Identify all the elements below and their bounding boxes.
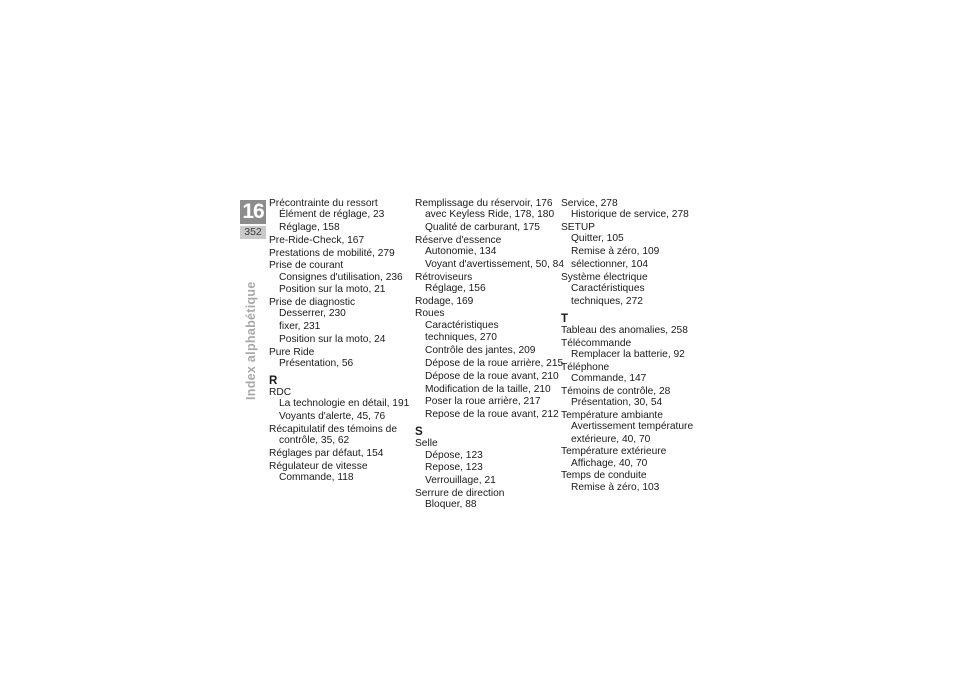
index-entry-heading: Récapitulatif des témoins de bbox=[269, 423, 397, 435]
index-entry-heading: Remplissage du réservoir, 176 bbox=[415, 198, 553, 209]
index-entry bbox=[269, 198, 419, 233]
index-subentry: Bloquer, 88 bbox=[425, 499, 477, 511]
index-entry bbox=[561, 338, 711, 360]
index-entry bbox=[561, 198, 711, 220]
index-subentry: Contrôle des jantes, 209 bbox=[425, 345, 536, 357]
index-entry-heading: Téléphone bbox=[561, 361, 610, 373]
index-entry-heading: Prestations de mobilité, 279 bbox=[269, 247, 395, 259]
index-subentry: Modification de la taille, 210 bbox=[425, 383, 551, 395]
index-entry-heading: Tableau des anomalies, 258 bbox=[561, 324, 688, 336]
index-entry-heading: Pre-Ride-Check, 167 bbox=[269, 234, 365, 246]
index-entry bbox=[415, 488, 565, 510]
index-column-3 bbox=[561, 198, 711, 494]
index-subentry: Position sur la moto, 21 bbox=[279, 284, 386, 296]
index-entry bbox=[561, 470, 711, 492]
index-entry bbox=[269, 297, 419, 345]
index-subentry: fixer, 231 bbox=[279, 321, 321, 333]
index-subentry: Qualité de carburant, 175 bbox=[425, 222, 540, 233]
chapter-number: 16 bbox=[240, 200, 266, 224]
index-entry bbox=[561, 272, 711, 307]
index-column-2 bbox=[415, 198, 565, 512]
index-entry bbox=[269, 461, 419, 483]
index-entry-heading: Serrure de direction bbox=[415, 487, 505, 499]
index-entry-heading: Température ambiante bbox=[561, 409, 663, 421]
index-subentry: techniques, 270 bbox=[425, 332, 497, 344]
index-subentry: Réglage, 156 bbox=[425, 282, 486, 294]
index-subentry: Dépose, 123 bbox=[425, 449, 483, 461]
index-entry bbox=[269, 260, 419, 295]
index-entry-heading: Système électrique bbox=[561, 271, 648, 283]
index-entry-heading: Pure Ride bbox=[269, 346, 315, 358]
index-letter: S bbox=[415, 426, 423, 439]
index-entry-heading: Temps de conduite bbox=[561, 470, 647, 482]
index-subentry: Caractéristiques bbox=[571, 282, 645, 294]
index-entry bbox=[415, 438, 565, 486]
index-subentry: Présentation, 30, 54 bbox=[571, 396, 663, 408]
index-entry-heading: Rodage, 169 bbox=[415, 295, 474, 307]
index-subentry: Réglage, 158 bbox=[279, 222, 340, 233]
index-subentry: Avertissement température bbox=[571, 420, 694, 432]
index-entry-heading: Régulateur de vitesse bbox=[269, 460, 368, 472]
index-entry-heading: Température extérieure bbox=[561, 446, 667, 458]
index-entry bbox=[561, 362, 711, 384]
page-number: 352 bbox=[240, 226, 266, 239]
index-subentry: La technologie en détail, 191 bbox=[279, 398, 410, 410]
index-subentry: Dépose de la roue arrière, 215 bbox=[425, 357, 564, 369]
index-entry-heading: Service, 278 bbox=[561, 198, 618, 209]
index-subentry: avec Keyless Ride, 178, 180 bbox=[425, 209, 555, 221]
index-entry-heading: RDC bbox=[269, 387, 292, 399]
index-letter: T bbox=[561, 312, 569, 325]
index-entry-heading: Prise de diagnostic bbox=[269, 297, 356, 309]
index-subentry: Dépose de la roue avant, 210 bbox=[425, 370, 559, 382]
index-entry bbox=[269, 235, 419, 246]
index-entry bbox=[269, 448, 419, 459]
index-entry-heading: Prise de courant bbox=[269, 260, 344, 272]
index-subentry: Affichage, 40, 70 bbox=[571, 457, 648, 469]
index-subentry: Repose, 123 bbox=[425, 462, 483, 474]
index-entry-heading: Rétroviseurs bbox=[415, 271, 473, 283]
index-letter: R bbox=[269, 375, 278, 388]
index-subentry: Desserrer, 230 bbox=[279, 308, 346, 320]
index-entry bbox=[561, 386, 711, 408]
index-subentry: Commande, 147 bbox=[571, 372, 647, 384]
index-entry-heading: Selle bbox=[415, 438, 438, 450]
index-subentry: Commande, 118 bbox=[279, 471, 354, 483]
index-entry bbox=[415, 296, 565, 307]
index-subentry: Élément de réglage, 23 bbox=[279, 209, 385, 221]
index-entry bbox=[415, 235, 565, 270]
index-subentry: Caractéristiques bbox=[425, 319, 499, 331]
index-entry bbox=[269, 347, 419, 369]
index-subentry: Historique de service, 278 bbox=[571, 209, 689, 221]
index-subentry: extérieure, 40, 70 bbox=[571, 433, 651, 445]
index-entry bbox=[561, 410, 711, 445]
index-subentry: Repose de la roue avant, 212 bbox=[425, 409, 559, 421]
index-subentry: Remplacer la batterie, 92 bbox=[571, 348, 685, 360]
index-entry-heading: Précontrainte du ressort bbox=[269, 198, 378, 209]
index-subentry: Voyants d'alerte, 45, 76 bbox=[279, 411, 386, 423]
index-subentry: sélectionner, 104 bbox=[571, 258, 649, 270]
index-entry bbox=[269, 248, 419, 259]
index-subentry: contrôle, 35, 62 bbox=[279, 435, 350, 447]
index-subentry: Quitter, 105 bbox=[571, 233, 624, 245]
index-entry-heading: SETUP bbox=[561, 222, 595, 233]
index-entry bbox=[561, 222, 711, 270]
index-subentry: Remise à zéro, 103 bbox=[571, 481, 660, 493]
index-column-1 bbox=[269, 198, 419, 485]
index-subentry: Autonomie, 134 bbox=[425, 246, 497, 257]
index-entry bbox=[561, 325, 711, 336]
chapter-title: Index alphabétique bbox=[244, 281, 258, 400]
index-subentry: techniques, 272 bbox=[571, 295, 643, 307]
index-entry bbox=[415, 272, 565, 294]
index-entry-heading: Témoins de contrôle, 28 bbox=[561, 385, 671, 397]
index-entry-heading: Réglages par défaut, 154 bbox=[269, 447, 384, 459]
index-subentry: Poser la roue arrière, 217 bbox=[425, 396, 541, 408]
index-entry bbox=[269, 424, 419, 446]
index-subentry: Position sur la moto, 24 bbox=[279, 333, 386, 345]
index-subentry: Consignes d'utilisation, 236 bbox=[279, 271, 403, 283]
index-entry-heading: Télécommande bbox=[561, 337, 632, 349]
index-entry bbox=[415, 308, 565, 420]
index-entry-heading: Réserve d'essence bbox=[415, 234, 502, 246]
index-entry-heading: Roues bbox=[415, 308, 445, 320]
index-subentry: Remise à zéro, 109 bbox=[571, 246, 660, 257]
index-subentry: Verrouillage, 21 bbox=[425, 475, 496, 487]
index-subentry: Voyant d'avertissement, 50, 84 bbox=[425, 258, 564, 270]
index-entry bbox=[415, 198, 565, 233]
index-subentry: Présentation, 56 bbox=[279, 357, 354, 369]
index-entry bbox=[269, 387, 419, 422]
index-entry bbox=[561, 446, 711, 468]
